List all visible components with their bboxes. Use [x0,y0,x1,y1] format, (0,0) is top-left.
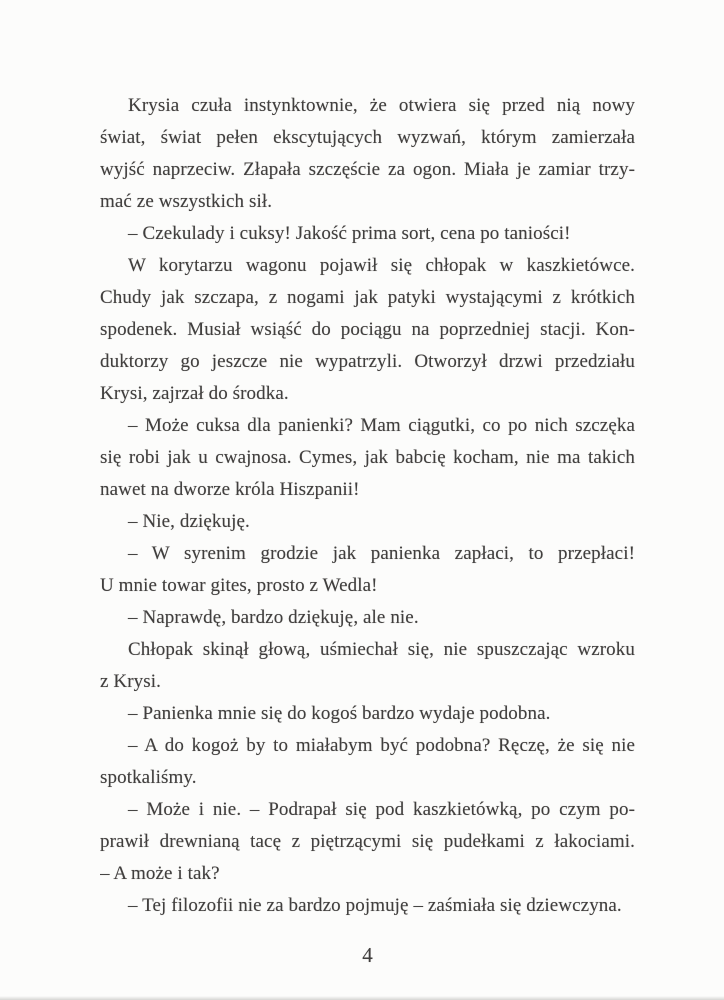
text-line: się robi jak u cwajnosa. Cymes, jak babcię kocham, nie ma takich [100,447,635,468]
paragraph [100,698,635,730]
paragraph [100,90,635,218]
paragraph [100,506,635,538]
text-line: Chudy jak szczapa, z nogami jak patyki wystającymi z krótkich [100,287,635,308]
paragraph [100,218,635,250]
page-number: 4 [362,943,373,967]
text-line: duktorzy go jeszcze nie wypatrzyli. Otworzył drzwi przedziału [100,351,635,372]
text-line: – Naprawdę, bardzo dziękuję, ale nie. [128,607,419,628]
text-line: mać ze wszystkich sił. [100,191,273,212]
text-line: świat, świat pełen ekscytujących wyzwań, którym zamierzała [100,127,635,148]
text-line: spotkaliśmy. [100,767,197,788]
paragraph [100,730,635,794]
paragraph [100,890,635,922]
paragraph [100,538,635,602]
text-line: prawił drewnianą tacę z piętrzącymi się pudełkami z łakociami. [100,831,635,852]
text-line: – Może i nie. – Podrapał się pod kaszkietówką, po czym po- [128,799,635,820]
text-line: Chłopak skinął głową, uśmiechał się, nie spuszczając wzroku [128,639,635,660]
text-line: wyjść naprzeciw. Złapała szczęście za ogon. Miała je zamiar trzy- [100,159,635,180]
text-line: nawet na dworze króla Hiszpanii! [100,479,360,500]
text-line: Krysi, zajrzał do środka. [100,383,289,404]
text-line: W korytarzu wagonu pojawił się chłopak w kaszkietówce. [128,255,635,276]
text-line: – Nie, dziękuję. [128,511,250,532]
text-line: z Krysi. [100,671,161,692]
page-bottom-edge-shadow [0,996,724,1000]
paragraph [100,410,635,506]
text-line: – Czekulady i cuksy! Jakość prima sort, cena po taniości! [128,223,571,244]
text-block [100,90,635,922]
text-line: U mnie towar gites, prosto z Wedla! [100,575,378,596]
paragraph [100,794,635,890]
text-line: – A może i tak? [100,863,220,884]
paragraph [100,250,635,410]
text-line: spodenek. Musiał wsiąść do pociągu na poprzedniej stacji. Kon- [100,319,635,340]
text-line: – A do kogoż by to miałabym być podobna? Ręczę, że się nie [128,735,635,756]
text-line: Krysia czuła instynktownie, że otwiera się przed nią nowy [128,95,635,116]
text-line: – Panienka mnie się do kogoś bardzo wydaje podobna. [128,703,551,724]
text-line: – W syrenim grodzie jak panienka zapłaci, to przepłaci! [128,543,635,564]
paragraph [100,634,635,698]
text-line: – Może cuksa dla panienki? Mam ciągutki, co po nich szczęka [128,415,635,436]
paragraph [100,602,635,634]
text-line: – Tej filozofii nie za bardzo pojmuję – zaśmiała się dziewczyna. [128,895,622,916]
